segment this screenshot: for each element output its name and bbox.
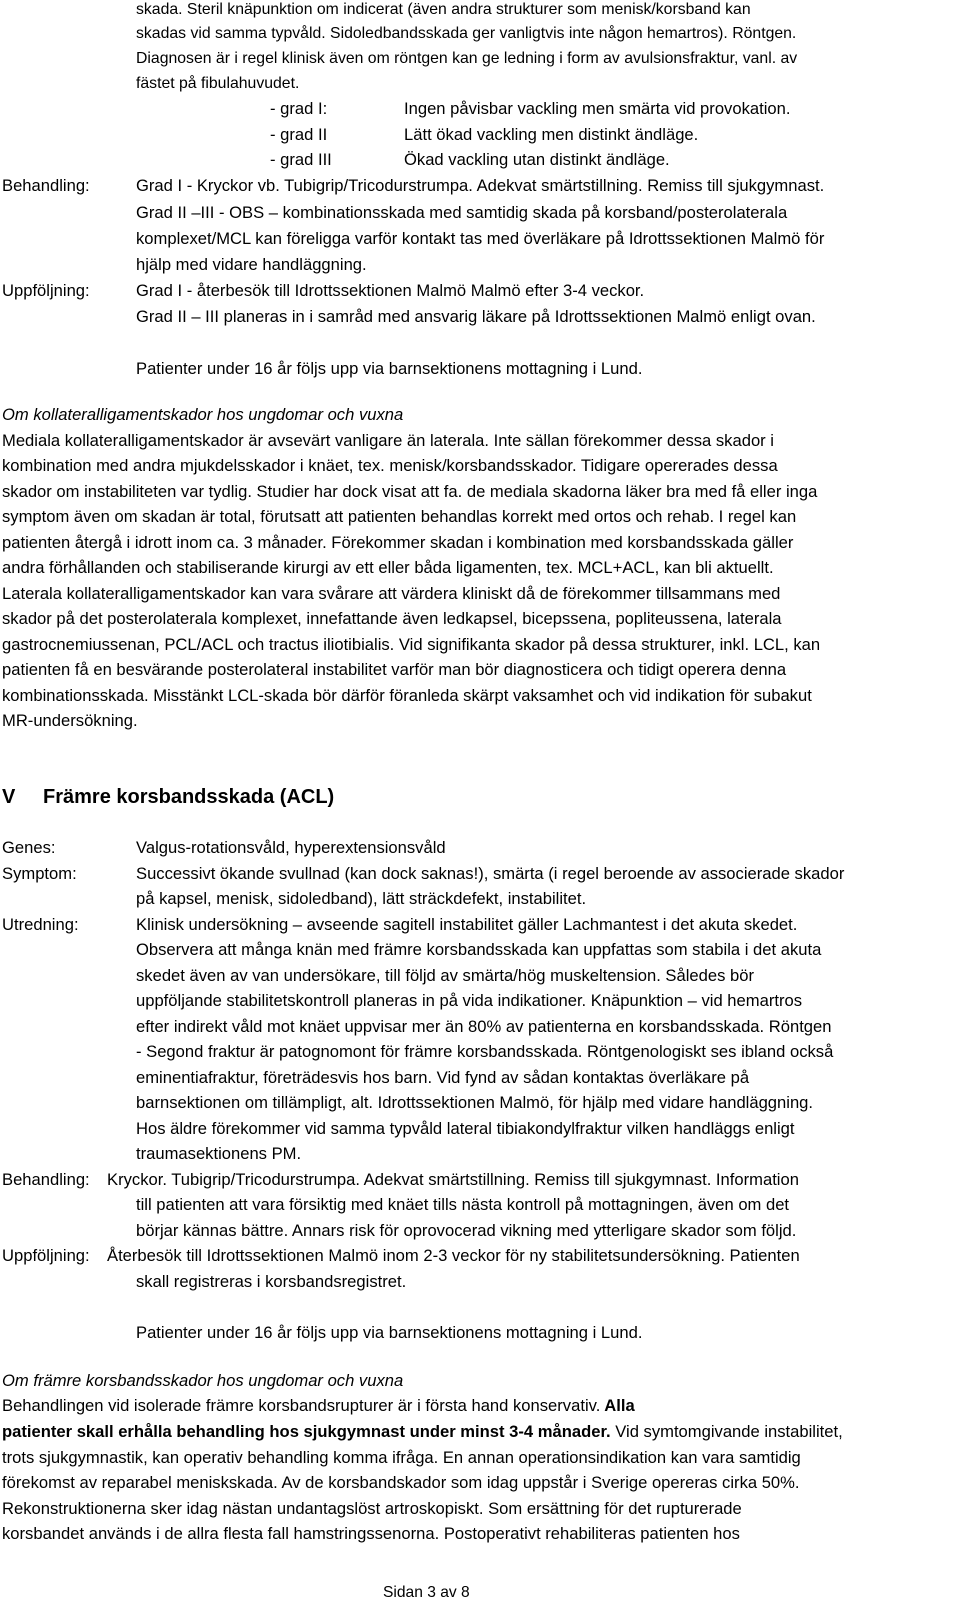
grade-label: - grad II: [270, 125, 328, 144]
bold-run: Alla: [600, 1396, 635, 1415]
symptom-label: Symptom:: [2, 864, 77, 883]
text-line: symptom även om skadan är total, förutsatt att patienten behandlas korrekt med ortos och rehab. I regel kan: [2, 507, 797, 526]
text-line: Återbesök till Idrottssektionen Malmö inom 2-3 veckor för ny stabilitetsundersökning. Patienten: [107, 1246, 800, 1265]
grade-label: - grad III: [270, 150, 332, 169]
grade-text: Lätt ökad vackling men distinkt ändläge.: [404, 125, 699, 144]
text-line: MR-undersökning.: [2, 711, 138, 730]
genes-label: Genes:: [2, 838, 56, 857]
text-line: Laterala kollateralligamentskador kan vara svårare att värdera kliniskt då de förekommer tillsammans med: [2, 584, 781, 603]
text-line: fästet på fibulahuvudet.: [136, 75, 300, 92]
text-line: skador om instabiliteten var tydlig. Studier har dock visat att fa. de mediala skadorna läker bra med få eller inga: [2, 482, 818, 501]
text-line: korsbandet används i de allra flesta fall hamstringssenorna. Postoperativt rehabiliteras patienten hos: [2, 1524, 740, 1543]
text-line: [2, 1422, 843, 1442]
text-line: Rekonstruktionerna sker idag nästan undantagslöst artroskopiskt. Som ersättning för det rupturerade: [2, 1499, 742, 1518]
text-line: efter indirekt våld mot knäet uppvisar mer än 80% av patienterna en korsbandsskada. Röntgen: [136, 1017, 832, 1036]
text-line: andra förhållanden och stabiliserande kirurgi av ett eller båda ligamenten, tex. MCL+ACL, kan bli aktuellt.: [2, 558, 774, 577]
text-line: patienten återgå i idrott inom ca. 3 månader. Förekommer skadan i kombination med korsbandsskada gäller: [2, 533, 794, 552]
text-line: hjälp med vidare handläggning.: [136, 255, 367, 274]
grade-text: Ökad vackling utan distinkt ändläge.: [404, 150, 670, 169]
text-run: Behandlingen vid isolerade främre korsbandsrupturer är i första hand konservativ.: [2, 1396, 601, 1415]
bold-run: patienter skall erhålla behandling hos sjukgymnast under minst 3-4 månader.: [2, 1422, 611, 1441]
text-line: Valgus-rotationsvåld, hyperextensionsvåld: [136, 838, 446, 857]
text-line: Grad II –III - OBS – kombinationsskada med samtidig skada på korsband/posterolaterala: [136, 203, 788, 222]
section-title: Främre korsbandsskada (ACL): [43, 786, 335, 808]
section-heading: Om kollateralligamentskador hos ungdomar och vuxna: [2, 405, 404, 424]
patienter-note: Patienter under 16 år följs upp via barnsektionens mottagning i Lund.: [136, 1323, 643, 1342]
grade-text: Ingen påvisbar vackling men smärta vid provokation.: [404, 99, 791, 118]
text-line: kombination med andra mjukdelsskador i knäet, tex. menisk/korsbandsskador. Tidigare opererades dessa: [2, 456, 778, 475]
text-line: Hos äldre förekommer vid samma typvåld lateral tibiakondylfraktur vilken handläggs enligt: [136, 1119, 795, 1138]
utredning-label: Utredning:: [2, 915, 79, 934]
section-number: V: [2, 786, 16, 808]
text-line: trots sjukgymnastik, kan operativ behandling komma ifråga. En annan operationsindikation kan vara samtidig: [2, 1448, 801, 1467]
grade-label: - grad I:: [270, 99, 328, 118]
text-line: Successivt ökande svullnad (kan dock saknas!), smärta (i regel beroende av associerade skador: [136, 864, 845, 883]
section-heading: Om främre korsbandsskador hos ungdomar och vuxna: [2, 1371, 404, 1390]
text-line: Mediala kollateralligamentskador är avsevärt vanligare än laterala. Inte sällan förekommer dessa skador i: [2, 431, 774, 450]
text-line: skador på det posterolaterala komplexet, innefattande även ledkapsel, bicepssena, popliteussena, laterala: [2, 609, 782, 628]
text-line: Observera att många knän med främre korsbandsskada kan uppfattas som stabila i det akuta: [136, 940, 822, 959]
text-line: på kapsel, menisk, sidoledband), lätt sträckdefekt, instabilitet.: [136, 889, 587, 908]
text-line: skedet även av van undersökare, till följd av smärta/hög muskeltension. Således bör: [136, 966, 754, 985]
text-line: traumasektionens PM.: [136, 1144, 302, 1163]
text-line: Diagnosen är i regel klinisk även om röntgen kan ge ledning i form av avulsionsfraktur, vanl. av: [136, 50, 798, 67]
text-line: Kryckor. Tubigrip/Tricodurstrumpa. Adekvat smärtstillning. Remiss till sjukgymnast. Information: [107, 1170, 799, 1189]
behandling-label: Behandling:: [2, 176, 90, 195]
page-footer: Sidan 3 av 8: [383, 1584, 470, 1601]
text-line: skall registreras i korsbandsregistret.: [136, 1272, 407, 1291]
behandling-label: Behandling:: [2, 1170, 90, 1189]
text-line: börjar kännas bättre. Annars risk för oprovocerad vikning med ytterligare skador som följd.: [136, 1221, 797, 1240]
text-line: - Segond fraktur är patognomont för främre korsbandsskada. Röntgenologiskt ses ibland också: [136, 1042, 834, 1061]
text-line: Grad I - Kryckor vb. Tubigrip/Tricodurstrumpa. Adekvat smärtstillning. Remiss till sjukgymnast.: [136, 176, 825, 195]
text-line: skada. Steril knäpunktion om indicerat (även andra strukturer som menisk/korsband kan: [136, 1, 751, 18]
text-line: eminentiafraktur, företrädesvis hos barn. Vid fynd av sådan kontaktas överläkare på: [136, 1068, 750, 1087]
text-line: förekomst av reparabel meniskskada. Av de korsbandskador som idag uppstår i Sverige opereras cirka 50%.: [2, 1473, 800, 1492]
text-line: patienten få en besvärande posterolateral instabilitet varför man bör diagnosticera och tidigt operera denna: [2, 660, 787, 679]
text-line: till patienten att vara försiktig med knäet tills nästa kontroll på mottagningen, även om det: [136, 1195, 790, 1214]
text-line: [2, 1396, 635, 1416]
text-run: Vid symtomgivande instabilitet,: [610, 1422, 843, 1441]
text-line: kombinationsskada. Misstänkt LCL-skada bör därför föranleda skärpt vaksamhet och vid indikation för subakut: [2, 686, 812, 705]
uppfoljning-label: Uppföljning:: [2, 281, 90, 300]
text-line: Grad I - återbesök till Idrottssektionen Malmö Malmö efter 3-4 veckor.: [136, 281, 645, 300]
uppfoljning-label: Uppföljning:: [2, 1246, 90, 1265]
patienter-note: Patienter under 16 år följs upp via barnsektionens mottagning i Lund.: [136, 359, 643, 378]
text-line: Grad II – III planeras in i samråd med ansvarig läkare på Idrottssektionen Malmö enligt ovan.: [136, 307, 816, 326]
text-line: komplexet/MCL kan föreligga varför kontakt tas med överläkare på Idrottssektionen Malmö för: [136, 229, 825, 248]
text-line: barnsektionen om tillämpligt, alt. Idrottssektionen Malmö, för hjälp med vidare handläggning.: [136, 1093, 814, 1112]
text-line: skadas vid samma typvåld. Sidoledbandsskada ger vanligtvis inte någon hemartros). Röntgen.: [136, 25, 797, 42]
text-line: gastrocnemiussenan, PCL/ACL och tractus iliotibialis. Vid signifikanta skador på dessa strukturer, inkl. LCL, kan: [2, 635, 821, 654]
text-line: uppföljande stabilitetskontroll planeras in på vida indikationer. Knäpunktion – vid hemartros: [136, 991, 803, 1010]
text-line: Klinisk undersökning – avseende sagitell instabilitet gäller Lachmantest i det akuta skedet.: [136, 915, 798, 934]
